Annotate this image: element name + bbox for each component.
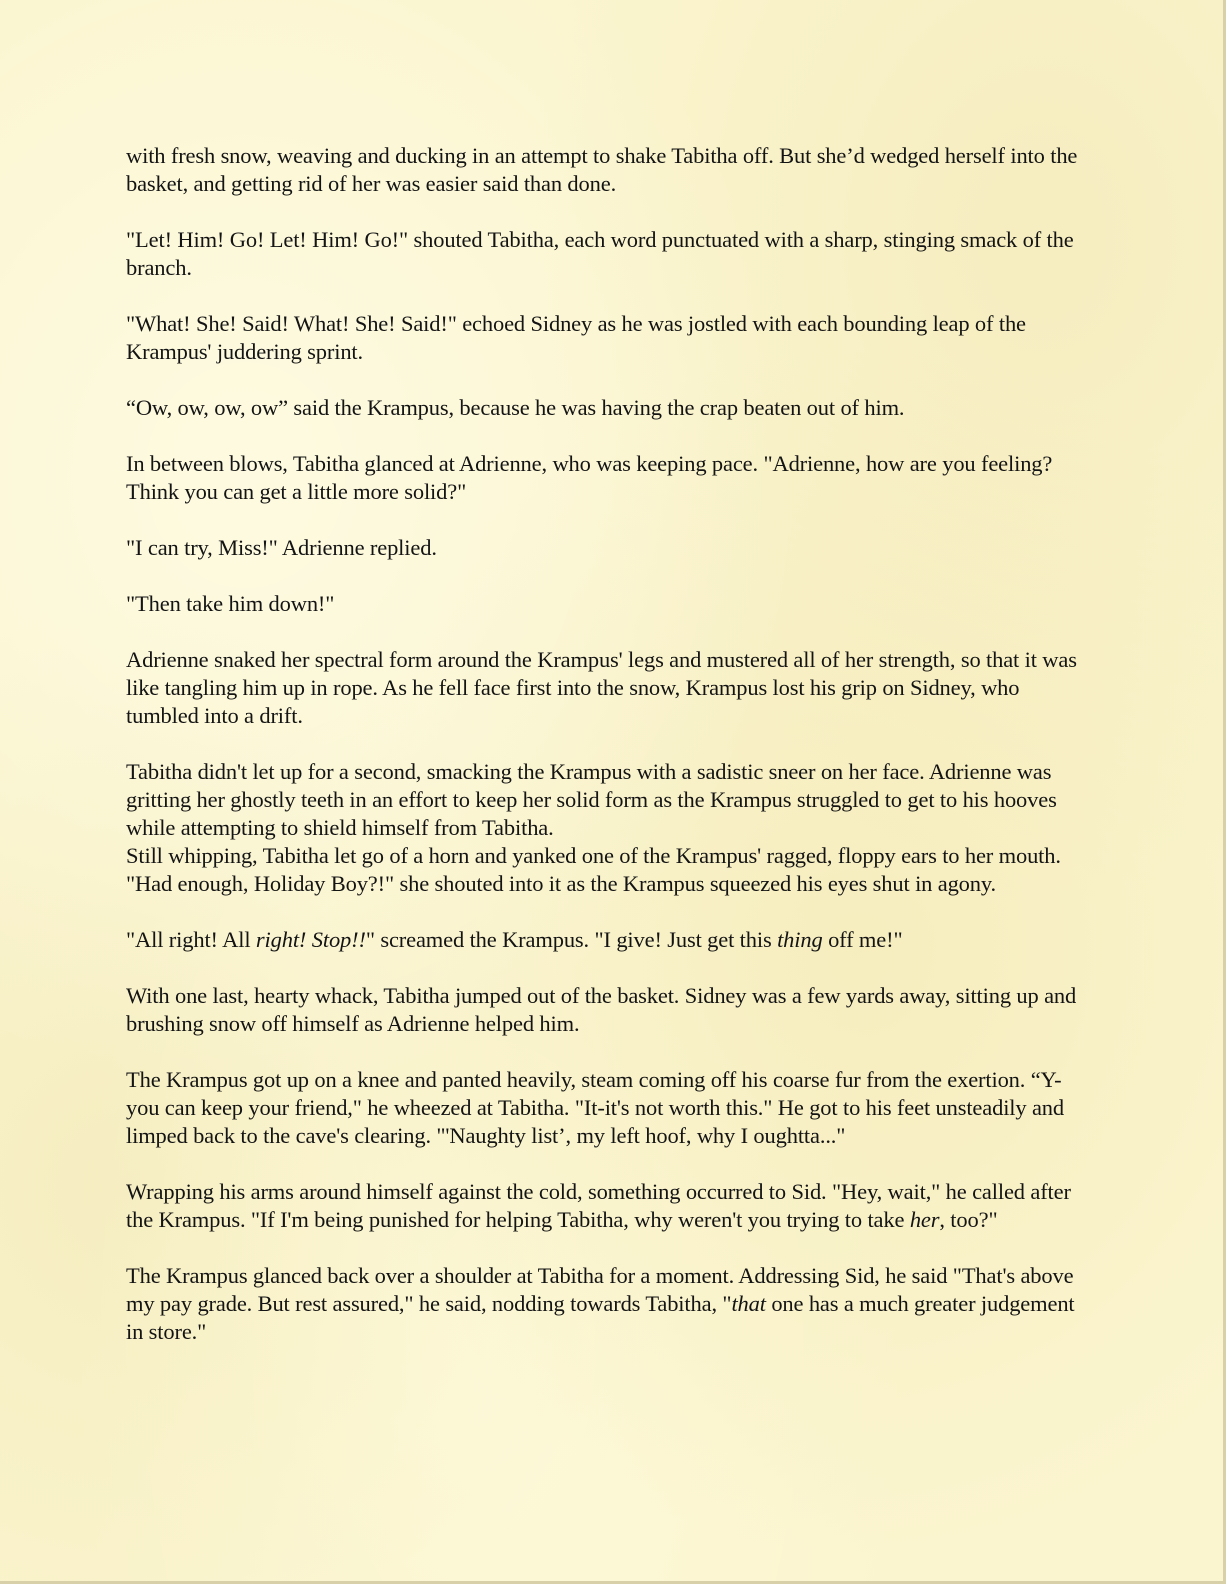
story-paragraph — [126, 142, 1094, 198]
story-paragraph — [126, 1262, 1094, 1346]
paragraph-text: with fresh snow, weaving and ducking in an attempt to shake Tabitha off. But she’d wedged herself into the basket, and getting rid of her was easier said than done. — [126, 143, 1078, 196]
paragraph-text: one has a much greater judgement in store." — [126, 1291, 1075, 1344]
paragraph-text: Adrienne snaked her spectral form around the Krampus' legs and mustered all of her strength, so that it was like tangling him up in rope. As he fell face first into the snow, Krampus lost his grip on Sidney, who tumbled into a drift. — [126, 647, 1077, 728]
story-paragraph — [126, 310, 1094, 366]
paragraph-text: Tabitha didn't let up for a second, smacking the Krampus with a sadistic sneer on her face. Adrienne was gritting her ghostly teeth in an effort to keep her solid form as the Krampus struggled to get to his hooves while attempting to shield himself from Tabitha. — [126, 759, 1057, 840]
emphasis-text: right! Stop!! — [255, 927, 366, 952]
paragraph-text: Still whipping, Tabitha let go of a horn and yanked one of the Krampus' ragged, floppy ears to her mouth. "Had enough, Holiday Boy?!" she shouted into it as the Krampus squeezed his eyes shut in agony. — [126, 843, 1061, 896]
story-paragraph — [126, 842, 1094, 898]
paragraph-text: " screamed the Krampus. "I give! Just get this — [365, 927, 778, 952]
paragraph-text: , too?" — [939, 1207, 998, 1232]
story-paragraph — [126, 590, 1094, 618]
story-paragraph — [126, 646, 1094, 730]
paragraph-text: "I can try, Miss!" Adrienne replied. — [126, 535, 437, 560]
paragraph-text: “Ow, ow, ow, ow” said the Krampus, because he was having the crap beaten out of him. — [126, 395, 905, 420]
story-paragraph — [126, 226, 1094, 282]
story-paragraph — [126, 982, 1094, 1038]
paragraph-text: Wrapping his arms around himself against the cold, something occurred to Sid. "Hey, wait," he called after the Krampus. "If I'm being punished for helping Tabitha, why weren't you trying to take — [126, 1179, 1071, 1232]
story-paragraph — [126, 1178, 1094, 1234]
paragraph-text: The Krampus glanced back over a shoulder at Tabitha for a moment. Addressing Sid, he said "That's above my pay grade. But rest assured," he said, nodding towards Tabitha, " — [126, 1263, 1074, 1316]
story-text — [126, 142, 1094, 1374]
story-paragraph — [126, 758, 1094, 842]
emphasis-text: thing — [777, 927, 823, 952]
emphasis-text: her — [909, 1207, 940, 1232]
story-paragraph — [126, 926, 1094, 954]
emphasis-text: that — [731, 1291, 766, 1316]
paragraph-text: "Then take him down!" — [126, 591, 335, 616]
paragraph-text: In between blows, Tabitha glanced at Adrienne, who was keeping pace. "Adrienne, how are you feeling? Think you can get a little more solid?" — [126, 451, 1053, 504]
story-paragraph — [126, 394, 1094, 422]
paragraph-text: "Let! Him! Go! Let! Him! Go!" shouted Tabitha, each word punctuated with a sharp, stinging smack of the branch. — [126, 227, 1074, 280]
story-paragraph — [126, 450, 1094, 506]
paragraph-text: With one last, hearty whack, Tabitha jumped out of the basket. Sidney was a few yards away, sitting up and brushing snow off himself as Adrienne helped him. — [126, 983, 1077, 1036]
paragraph-text: "All right! All — [126, 927, 256, 952]
story-paragraph — [126, 534, 1094, 562]
paragraph-text: off me!" — [822, 927, 903, 952]
story-paragraph — [126, 1066, 1094, 1150]
paragraph-text: "What! She! Said! What! She! Said!" echoed Sidney as he was jostled with each bounding leap of the Krampus' juddering sprint. — [126, 311, 1026, 364]
paragraph-text: The Krampus got up on a knee and panted heavily, steam coming off his coarse fur from the exertion. “Y-you can keep your friend," he wheezed at Tabitha. "It-it's not worth this." He got to his feet unsteadily and limped back to the cave's clearing. "'Naughty list’, my left hoof, why I oughtta..." — [126, 1067, 1065, 1148]
